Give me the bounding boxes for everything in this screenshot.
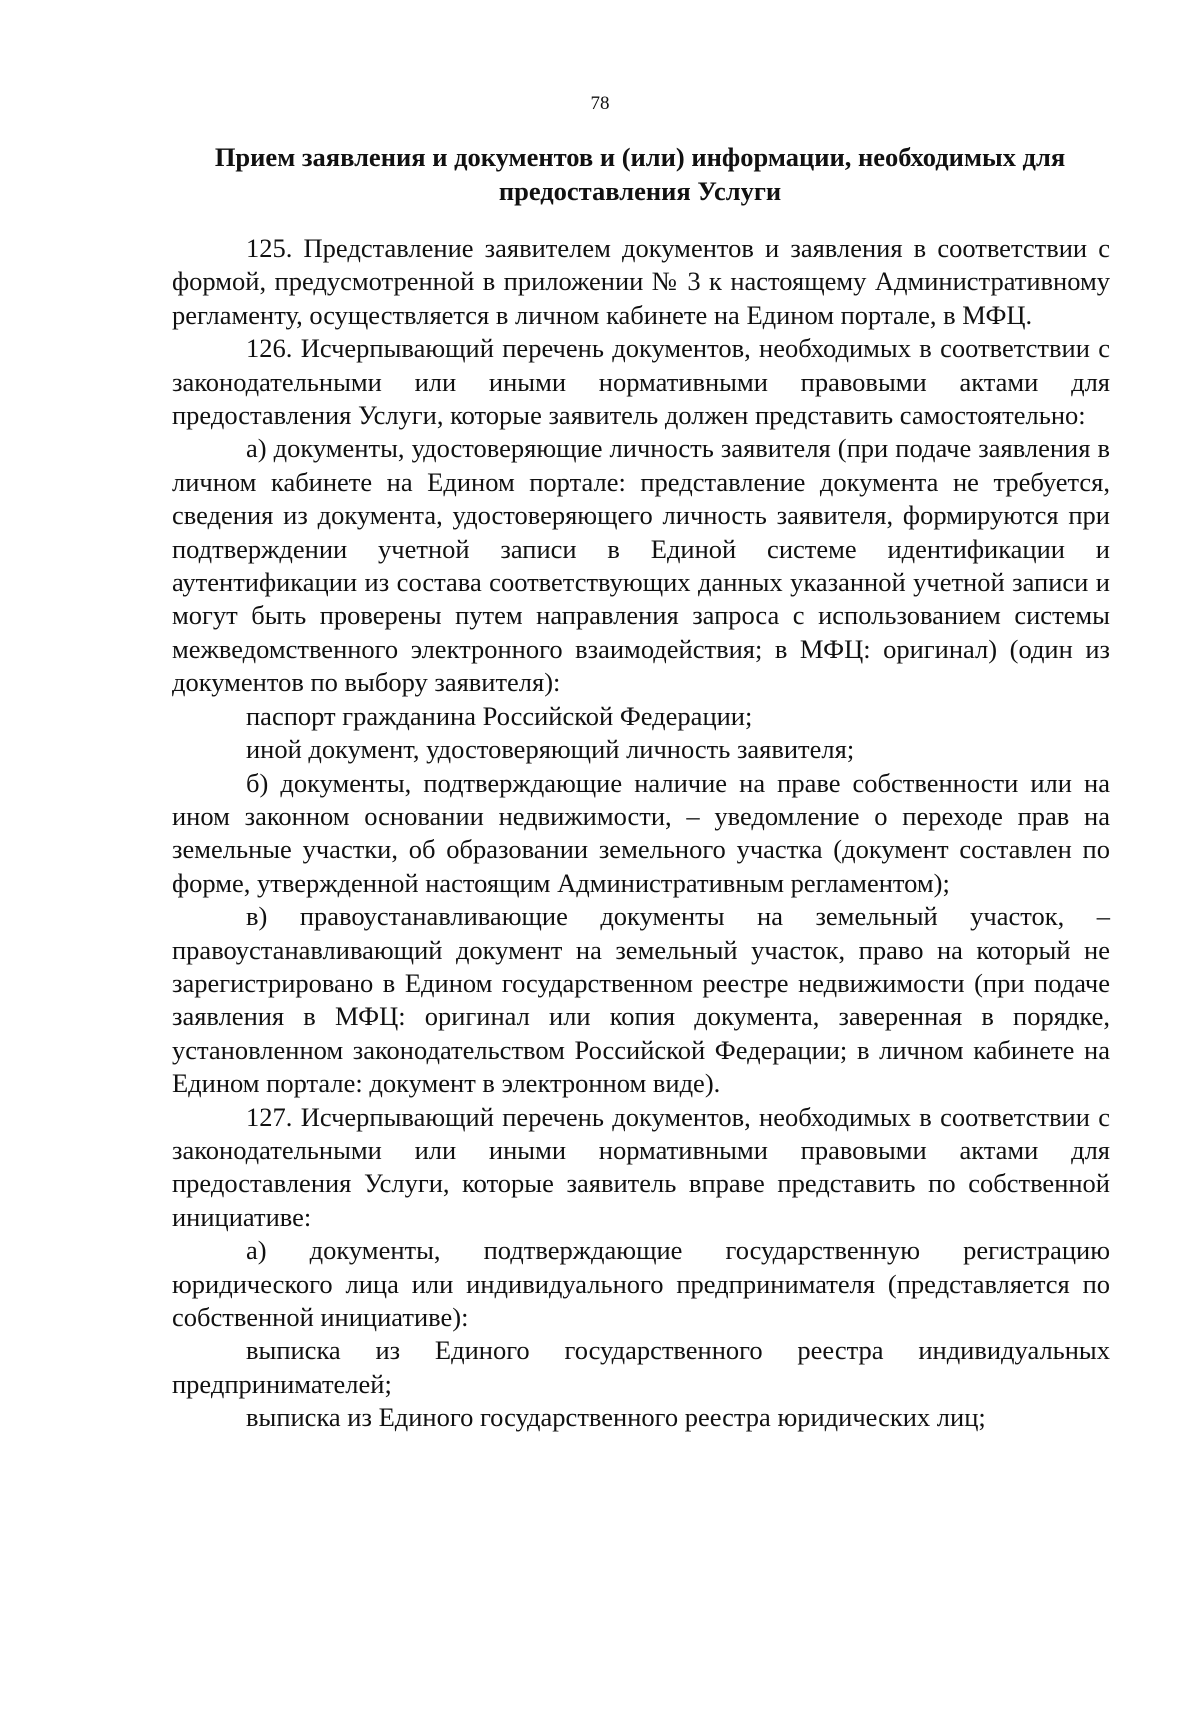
document-body: [172, 232, 1110, 1435]
paragraph-126-a: а) документы, удостоверяющие личность заявителя (при подаче заявления в личном кабинете на Едином портале: представление документа не требуется, сведения из документа, удостоверяющего личность заявителя, формируются при подтверждении учетной записи в Единой системе идентификации и аутентификации из состава соответствующих данных указанной учетной записи и могут быть проверены путем направления запроса с использованием системы межведомственного электронного взаимодействия; в МФЦ: оригинал) (один из документов по выбору заявителя):: [172, 433, 1110, 698]
section-heading-line-1: Прием заявления и документов и (или) информации, необходимых для: [214, 142, 1066, 172]
paragraph-125: 125. Представление заявителем документов и заявления в соответствии с формой, предусмотренной в приложении № 3 к настоящему Административному регламенту, осуществляется в личном кабинете на Едином портале, в МФЦ.: [172, 233, 1110, 330]
list-item-egrip-extract: выписка из Единого государственного реестра индивидуальных предпринимателей;: [172, 1335, 1110, 1399]
section-heading-line-2: предоставления Услуги: [498, 176, 782, 206]
list-item-other-id: иной документ, удостоверяющий личность заявителя;: [246, 734, 855, 765]
paragraph-126: 126. Исчерпывающий перечень документов, необходимых в соответствии с законодательными или иными нормативными правовыми актами для предоставления Услуги, которые заявитель должен представить самостоятельно:: [172, 333, 1110, 431]
section-heading: [160, 140, 1120, 208]
paragraph-126-v: в) правоустанавливающие документы на земельный участок, – правоустанавливающий документ на земельный участок, право на который не зарегистрировано в Едином государственном реестре недвижимости (при подаче заявления в МФЦ: оригинал или копия документа, заверенная в порядке, установленном законодательством Российской Федерации; в личном кабинете на Едином портале: документ в электронном виде).: [172, 901, 1110, 1099]
paragraph-126-b: б) документы, подтверждающие наличие на праве собственности или на ином законном основании недвижимости, – уведомление о переходе прав на земельные участки, об образовании земельного участка (документ составлен по форме, утвержденной настоящим Административным регламентом);: [172, 767, 1110, 898]
list-item-egrul-extract: выписка из Единого государственного реестра юридических лиц;: [246, 1402, 986, 1433]
paragraph-127-a: а) документы, подтверждающие государственную регистрацию юридического лица или индивидуального предпринимателя (представляется по собственной инициативе):: [172, 1235, 1110, 1332]
list-item-passport: паспорт гражданина Российской Федерации;: [246, 700, 753, 731]
page-number: 78: [590, 93, 610, 114]
paragraph-127: 127. Исчерпывающий перечень документов, необходимых в соответствии с законодательными или иными нормативными правовыми актами для предоставления Услуги, которые заявитель вправе представить по собственной инициативе:: [172, 1101, 1110, 1232]
